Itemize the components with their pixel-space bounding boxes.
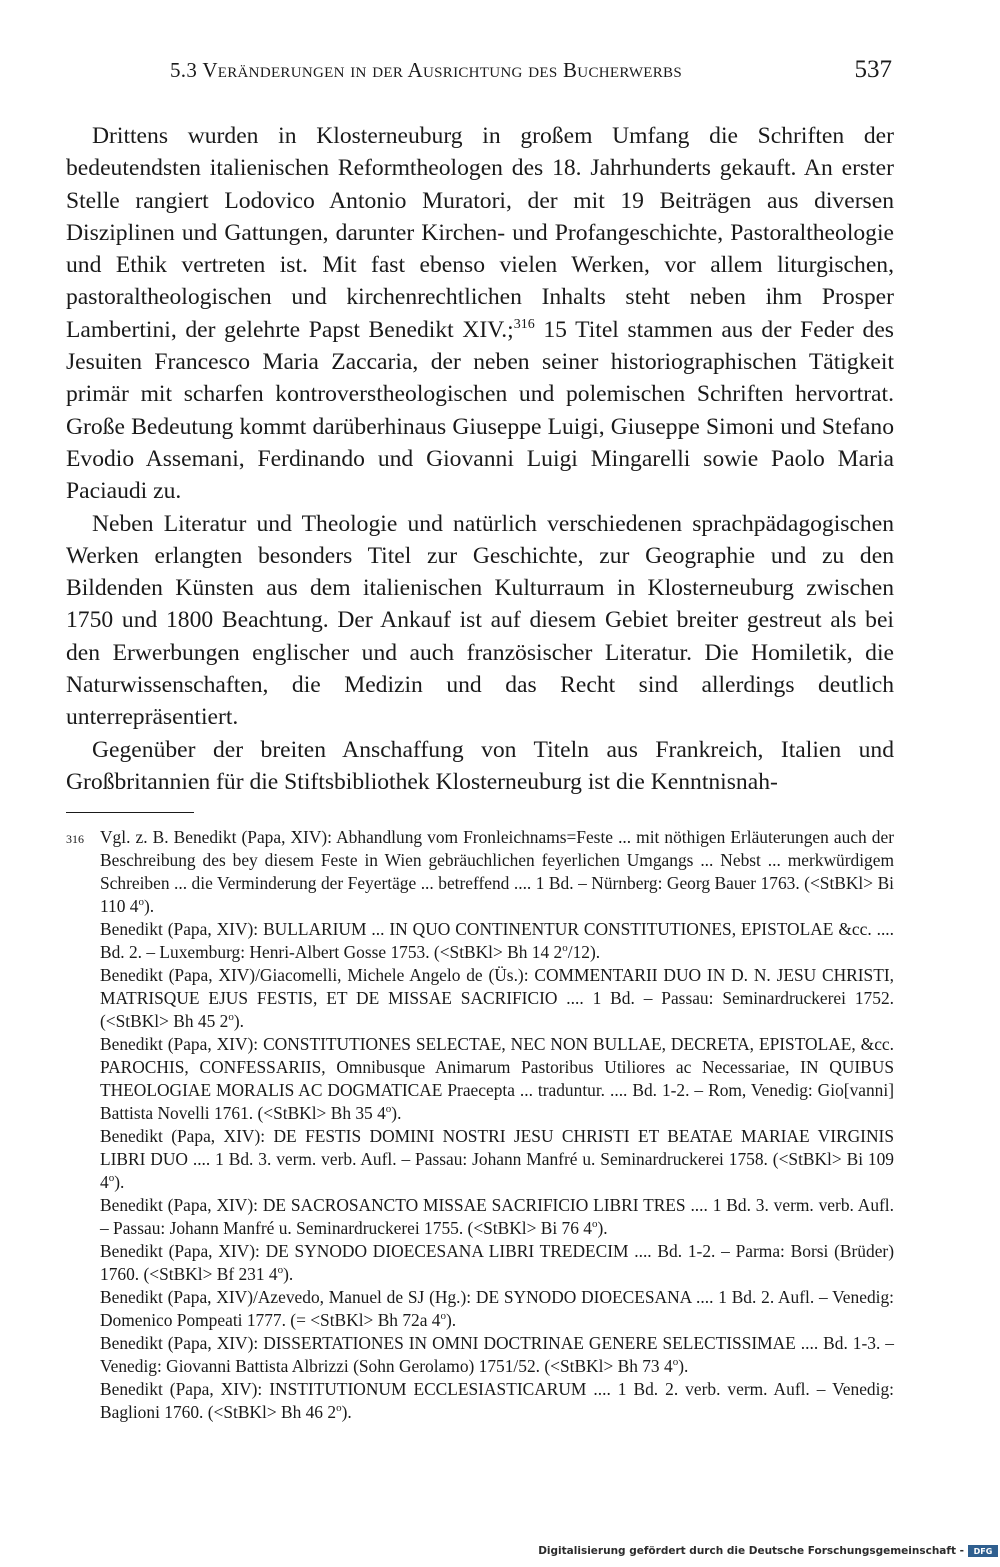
page-header: [66, 56, 894, 96]
paragraph-1: [66, 120, 894, 508]
footnotes: [66, 826, 894, 1424]
footnote-tail: /12).: [567, 942, 601, 963]
paragraph-3: Gegenüber der breiten Anschaffung von Titeln aus Frankreich, Italien und Großbritannien für die Stiftsbibliothek Klosterneuburg ist die Kenntnisnah-: [66, 736, 894, 795]
footnote-reference: 316: [513, 316, 535, 332]
footnote-entry: [66, 1240, 894, 1286]
footnote-text: Benedikt (Papa, XIV): DE FESTIS DOMINI NOSTRI JESU CHRISTI ET BEATAE MARIAE VIRGINIS LIBRI DUO .... 1 Bd. 3. verm. verb. Aufl. – Passau: Johann Manfré u. Seminardruckerei 1758. (<StBKl> Bi 109 4: [100, 1126, 894, 1193]
footnote-tail: ).: [233, 1011, 244, 1032]
footnote-entry: [66, 1332, 894, 1378]
format-degree: o: [385, 1103, 392, 1116]
footnote-text: Benedikt (Papa, XIV): INSTITUTIONUM ECCLESIASTICARUM .... 1 Bd. 2. verb. verm. Aufl. – Venedig: Baglioni 1760. (<StBKl> Bh 46 2: [100, 1379, 894, 1423]
footnote-text: Benedikt (Papa, XIV): DISSERTATIONES IN OMNI DOCTRINAE GENERE SELECTISSIMAE .... Bd. 1-3. – Venedig: Giovanni Battista Albrizzi (Sohn Gerolamo) 1751/52. (<StBKl> Bh 73 4: [100, 1333, 894, 1377]
footnote-text: Benedikt (Papa, XIV): CONSTITUTIONES SELECTAE, NEC NON BULLAE, DECRETA, EPISTOLAE, &cc. PAROCHIS, CONFESSARIIS, Omnibusque Animarum Pastoribus Utiliores ac Necessariae, IN QUIBUS THEOLOGIAE MORALIS AC DOGMATICAE Praecepta ... traduntur. .... Bd. 1-2. – Rom, Venedig: Gio[vanni] Battista Novelli 1761. (<StBKl> Bh 35 4: [100, 1034, 894, 1124]
footnote-entry: [66, 1033, 894, 1125]
footnote-entry: [66, 1125, 894, 1194]
footnote-tail: ).: [114, 1172, 125, 1193]
document-page: [66, 56, 894, 1424]
footnote-entry: [66, 964, 894, 1033]
footnote-tail: ).: [446, 1310, 457, 1331]
format-degree: o: [108, 1172, 115, 1185]
format-degree: o: [562, 942, 568, 955]
format-degree: o: [336, 1402, 342, 1415]
dfg-logo: DFG: [968, 1545, 998, 1557]
footnote-text: Benedikt (Papa, XIV)/Azevedo, Manuel de SJ (Hg.): DE SYNODO DIOECESANA .... 1 Bd. 2. Aufl. – Venedig: Domenico Pompeati 1777. (= <StBKl> Bh 72a 4: [100, 1287, 894, 1331]
footnote-tail: ).: [283, 1264, 294, 1285]
footnote-text: Benedikt (Papa, XIV): BULLARIUM ... IN QUO CONTINENTUR CONSTITUTIONES, EPISTOLAE &cc. .... Bd. 2. – Luxemburg: Henri-Albert Gosse 1753. (<StBKl> Bh 14 2: [100, 919, 894, 963]
paragraph-1-part-a: Drittens wurden in Klosterneuburg in großem Umfang die Schriften der bedeutendsten italienischen Reformtheologen des 18. Jahrhunderts gekauft. An erster Stelle rangiert Lodovico Antonio Muratori, der mit 19 Beiträgen aus diversen Disziplinen und Gattungen, darunter Kirchen- und Profangeschichte, Pastoraltheologie und Ethik vertreten ist. Mit fast ebenso vielen Werken, vor allem liturgischen, pastoraltheologischen und kirchenrechtlichen Inhalts steht neben ihm Prosper Lambertini, der gelehrte Papst Benedikt XIV.;: [66, 123, 894, 343]
footnote-text: Benedikt (Papa, XIV)/Giacomelli, Michele Angelo de (Üs.): COMMENTARII DUO IN D. N. JESU CHRISTI, MATRISQUE EJUS FESTIS, ET DE MISSAE SACRIFICIO .... 1 Bd. – Passau: Seminardruckerei 1752. (<StBKl> Bh 45 2: [100, 965, 894, 1032]
footnote-text: Benedikt (Papa, XIV): DE SACROSANCTO MISSAE SACRIFICIO LIBRI TRES .... 1 Bd. 3. verm. verb. Aufl. – Passau: Johann Manfré u. Seminardruckerei 1755. (<StBKl> Bi 76 4: [100, 1195, 894, 1239]
footnote-tail: ).: [678, 1356, 689, 1377]
footnote-entry: [66, 1286, 894, 1332]
paragraph-1-part-b: 15 Titel stammen aus der Feder des Jesuiten Francesco Maria Zaccaria, der neben seiner historiographischen Tätigkeit primär mit scharfen kontroverstheologischen und polemischen Schriften hervortrat. Große Bedeutung kommt darüberhinaus Giuseppe Luigi, Giuseppe Simoni und Stefano Evodio Assemani, Ferdinando und Giovanni Luigi Mingarelli sowie Paolo Maria Paciaudi zu.: [66, 316, 894, 505]
format-degree: o: [672, 1356, 679, 1369]
funding-text: Digitalisierung gefördert durch die Deutsche Forschungsgemeinschaft -: [538, 1545, 964, 1557]
format-degree: o: [138, 896, 144, 909]
body-text: [66, 120, 894, 798]
footnote-entry: [66, 1194, 894, 1240]
funding-notice: [538, 1545, 998, 1557]
running-title: 5.3 Veränderungen in der Ausrichtung des Bucherwerbs: [170, 58, 682, 82]
footnote-tail: ).: [391, 1103, 402, 1124]
format-degree: o: [592, 1218, 598, 1231]
footnote-entry: [66, 918, 894, 964]
footnote-tail: ).: [143, 896, 155, 917]
footnote-entry: [66, 826, 894, 918]
footnote-tail: ).: [597, 1218, 608, 1239]
footnote-number: 316: [66, 832, 84, 847]
format-degree: o: [440, 1310, 447, 1323]
format-degree: o: [277, 1264, 284, 1277]
footnote-text: Benedikt (Papa, XIV): DE SYNODO DIOECESANA LIBRI TREDECIM .... Bd. 1-2. – Parma: Borsi (Brüder) 1760. (<StBKl> Bf 231 4: [100, 1241, 894, 1285]
footnote-separator: [66, 812, 194, 813]
format-degree: o: [228, 1011, 234, 1024]
footnote-tail: ).: [341, 1402, 352, 1423]
footnote-text: Vgl. z. B. Benedikt (Papa, XIV): Abhandlung vom Fronleichnams=Feste ... mit nöthigen Erläuterungen auch der Beschreibung des bey diesem Feste in Wien gebräuchlichen feyerlichen Umgangs ... Nebst ... merkwürdigem Schreiben ... die Verminderung der Feyertäge ... betreffend .... 1 Bd. – Nürnberg: Georg Bauer 1763. (<StBKl> Bi 110 4: [100, 827, 894, 917]
page-number: 537: [854, 56, 892, 83]
footnote-entry: [66, 1378, 894, 1424]
paragraph-2: Neben Literatur und Theologie und natürlich verschiedenen sprachpädagogischen Werken erlangten besonders Titel zur Geschichte, zur Geographie und zu den Bildenden Künsten aus dem italienischen Kulturraum in Klosterneuburg zwischen 1750 und 1800 Beachtung. Der Ankauf ist auf diesem Gebiet breiter gestreut als bei den Erwerbungen englischer und auch französischer Literatur. Die Homiletik, die Naturwissenschaften, die Medizin und das Recht sind allerdings deutlich unterrepräsentiert.: [66, 510, 894, 731]
